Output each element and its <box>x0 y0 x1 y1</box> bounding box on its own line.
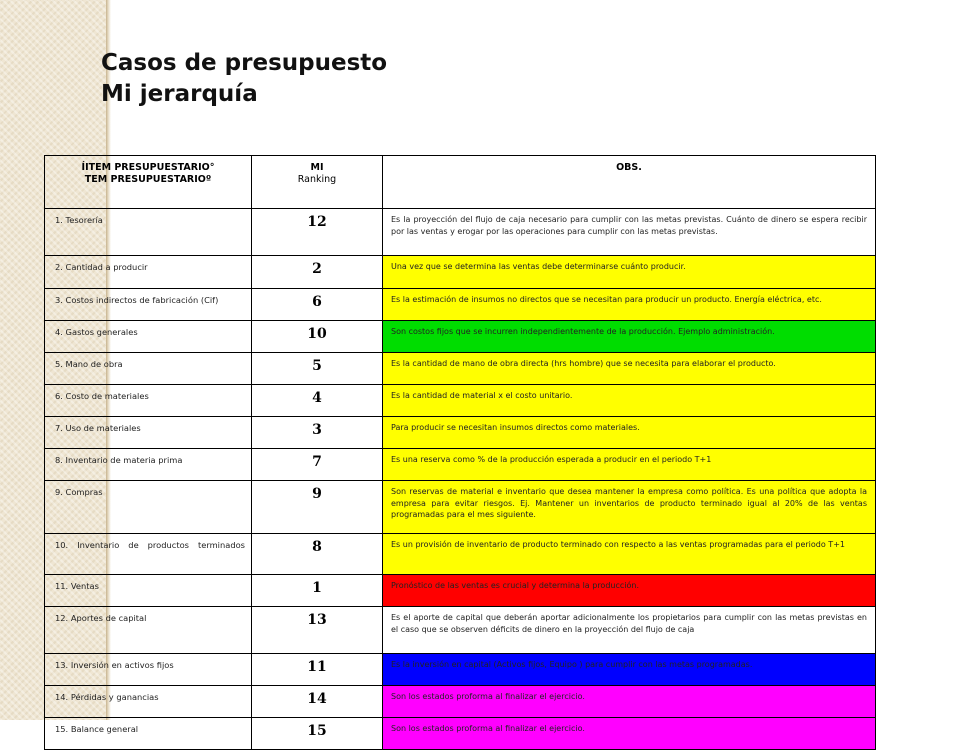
ranking-cell: 5 <box>252 353 383 385</box>
obs-cell: Es una reserva como % de la producción esperada a producir en el periodo T+1 <box>383 449 876 481</box>
ranking-cell: 4 <box>252 385 383 417</box>
item-cell: 6. Costo de materiales <box>45 385 252 417</box>
ranking-cell: 8 <box>252 534 383 575</box>
table-row <box>45 534 876 575</box>
obs-cell: Son costos fijos que se incurren independientemente de la producción. Ejemplo administración. <box>383 321 876 353</box>
obs-cell: Es la proyección del flujo de caja necesario para cumplir con las metas previstas. Cuánto de dinero se espera recibir por las ventas y erogar por las operaciones para cumplir con las metas previstas. <box>383 209 876 256</box>
item-cell: 12. Aportes de capital <box>45 607 252 654</box>
obs-cell: Para producir se necesitan insumos directos como materiales. <box>383 417 876 449</box>
table-row <box>45 209 876 256</box>
ranking-cell: 15 <box>252 718 383 750</box>
obs-cell: Son los estados proforma al finalizar el ejercicio. <box>383 686 876 718</box>
ranking-cell: 9 <box>252 481 383 534</box>
item-cell: 15. Balance general <box>45 718 252 750</box>
item-cell: 5. Mano de obra <box>45 353 252 385</box>
title-line-2: Mi jerarquía <box>101 81 258 107</box>
item-cell: 10. Inventario de productos terminados <box>45 534 252 575</box>
ranking-cell: 14 <box>252 686 383 718</box>
table-row <box>45 321 876 353</box>
item-cell: 9. Compras <box>45 481 252 534</box>
obs-cell: Son reservas de material e inventario que desea mantener la empresa como política. Es una política que adopta la empresa para evitar riesgos. Ej. Mantener un inventarios de producto terminado igual al 20% de las ventas programadas para el mes siguiente. <box>383 481 876 534</box>
item-cell: 4. Gastos generales <box>45 321 252 353</box>
table-row <box>45 654 876 686</box>
header-ranking <box>252 156 383 209</box>
table-row <box>45 385 876 417</box>
title-line-1: Casos de presupuesto <box>101 50 388 76</box>
item-cell: 7. Uso de materiales <box>45 417 252 449</box>
ranking-cell: 12 <box>252 209 383 256</box>
item-cell: 2. Cantidad a producir <box>45 256 252 289</box>
ranking-cell: 13 <box>252 607 383 654</box>
table-row <box>45 256 876 289</box>
table-row <box>45 686 876 718</box>
item-cell: 14. Pérdidas y ganancias <box>45 686 252 718</box>
table-row <box>45 718 876 750</box>
obs-cell: Es un provisión de inventario de producto terminado con respecto a las ventas programadas para el periodo T+1 <box>383 534 876 575</box>
table-row <box>45 607 876 654</box>
header-obs <box>383 156 876 209</box>
ranking-cell: 7 <box>252 449 383 481</box>
ranking-cell: 1 <box>252 575 383 607</box>
item-cell: 13. Inversión en activos fijos <box>45 654 252 686</box>
table-row <box>45 481 876 534</box>
table-row <box>45 289 876 321</box>
slide-title <box>101 48 387 110</box>
ranking-cell: 2 <box>252 256 383 289</box>
item-cell: 11. Ventas <box>45 575 252 607</box>
obs-cell: Es la estimación de insumos no directos que se necesitan para producir un producto. Energía eléctrica, etc. <box>383 289 876 321</box>
item-cell: 3. Costos indirectos de fabricación (Cif) <box>45 289 252 321</box>
obs-cell: Son los estados proforma al finalizar el ejercicio. <box>383 718 876 750</box>
obs-cell: Es el aporte de capital que deberán aportar adicionalmente los propietarios para cumplir con las metas previstas en el caso que se observen déficits de dinero en la proyección del flujo de caja <box>383 607 876 654</box>
table-row <box>45 417 876 449</box>
header-item <box>45 156 252 209</box>
budget-ranking-table <box>44 155 876 750</box>
obs-cell: Una vez que se determina las ventas debe determinarse cuánto producir. <box>383 256 876 289</box>
obs-cell: Pronóstico de las ventas es crucial y determina la producción. <box>383 575 876 607</box>
table-row <box>45 575 876 607</box>
table-row <box>45 353 876 385</box>
obs-cell: Es la cantidad de mano de obra directa (hrs hombre) que se necesita para elaborar el producto. <box>383 353 876 385</box>
header-ranking-line-1: MI <box>310 162 324 173</box>
ranking-cell: 11 <box>252 654 383 686</box>
ranking-cell: 10 <box>252 321 383 353</box>
obs-cell: Es la cantidad de material x el costo unitario. <box>383 385 876 417</box>
item-cell: 1. Tesorería <box>45 209 252 256</box>
header-ranking-line-2: Ranking <box>297 174 337 185</box>
table-row <box>45 449 876 481</box>
ranking-cell: 3 <box>252 417 383 449</box>
ranking-cell: 6 <box>252 289 383 321</box>
table-header-row <box>45 156 876 209</box>
header-item-line-1: ÍITEM PRESUPUESTARIO° <box>81 162 215 173</box>
item-cell: 8. Inventario de materia prima <box>45 449 252 481</box>
obs-cell: Es la inversión en capital (Activos fijos, Equipo ) para cumplir con las metas programadas. <box>383 654 876 686</box>
header-item-line-2: TEM PRESUPUESTARIOº <box>84 174 212 185</box>
header-obs-label: OBS. <box>616 162 642 173</box>
